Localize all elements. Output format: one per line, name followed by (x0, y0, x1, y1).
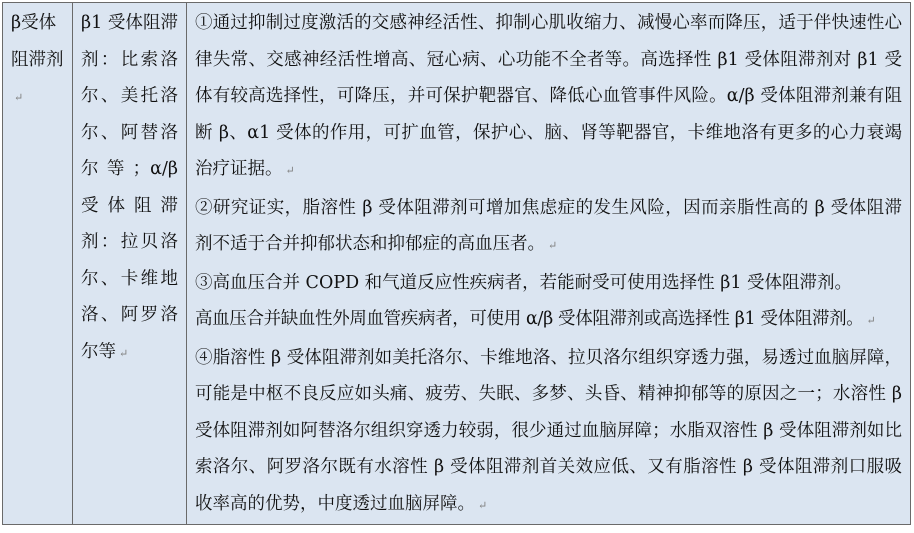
note-paragraph-3b: 高血压合并缺血性外周血管疾病者，可使用 α/β 受体阻滞剂或高选择性 β1 受体阻滞剂。 ↵ (195, 309, 876, 329)
note-paragraph-1: ①通过抑制过度激活的交感神经活性、抑制心肌收缩力、减慢心率而降压，适于伴快速性心律失常、交感神经活性增高、冠心病、心功能不全者等。高选择性 β1 受体阻滞剂对 β1 受体有较高选择性，可降压，并可保护靶器官、降低心血管事件风险。α/β 受体阻滞剂兼有阻断 β、α1 受体的作用，可扩血管，保护心、脑、肾等靶器官，卡维地洛有更多的心力衰竭治疗证据。 ↵ (195, 13, 902, 179)
drug-list-cell (73, 3, 187, 525)
note-paragraph-3: ③高血压合并 COPD 和气道反应性疾病者，若能耐受可使用选择性 β1 受体阻滞剂。 (195, 272, 853, 293)
note-paragraph-2: ②研究证实，脂溶性 β 受体阻滞剂可增加焦虑症的发生风险，因而亲脂性高的 β 受体阻滞剂不适于合并抑郁状态和抑郁症的高血压者。 ↵ (195, 197, 902, 254)
paragraph-mark-icon: ↵ (285, 164, 295, 177)
notes-cell (187, 3, 911, 525)
paragraph-mark-icon: ↵ (548, 239, 558, 252)
table-row (3, 3, 911, 525)
drug-list-text: β1 受体阻滞剂：比索洛尔、美托洛尔、阿替洛尔等；α/β受体阻滞剂：拉贝洛尔、卡维地洛、阿罗洛尔等 (81, 13, 178, 362)
paragraph-mark-icon: ↵ (14, 91, 24, 104)
drug-info-table (2, 2, 911, 525)
paragraph-mark-icon: ↵ (866, 314, 876, 327)
paragraph-mark-icon: ↵ (478, 498, 488, 512)
drug-class-label: β受体阻滞剂 (11, 13, 64, 70)
note-paragraph-4: ④脂溶性 β 受体阻滞剂如美托洛尔、卡维地洛、拉贝洛尔组织穿透力强，易透过血脑屏障，可能是中枢不良反应如头痛、疲劳、失眠、多梦、头昏、精神抑郁等的原因之一；水溶性 β 受体阻滞剂如阿替洛尔组织穿透力较弱，很少通过血脑屏障；水脂双溶性 β 受体阻滞剂如比索洛尔、阿罗洛尔既有水溶性 β 受体阻滞剂首关效应低、又有脂溶性 β 受体阻滞剂口服吸收率高的优势，中度透过血脑屏障。 ↵ (195, 347, 902, 514)
paragraph-mark-icon: ↵ (119, 346, 129, 360)
drug-class-cell (3, 3, 73, 525)
